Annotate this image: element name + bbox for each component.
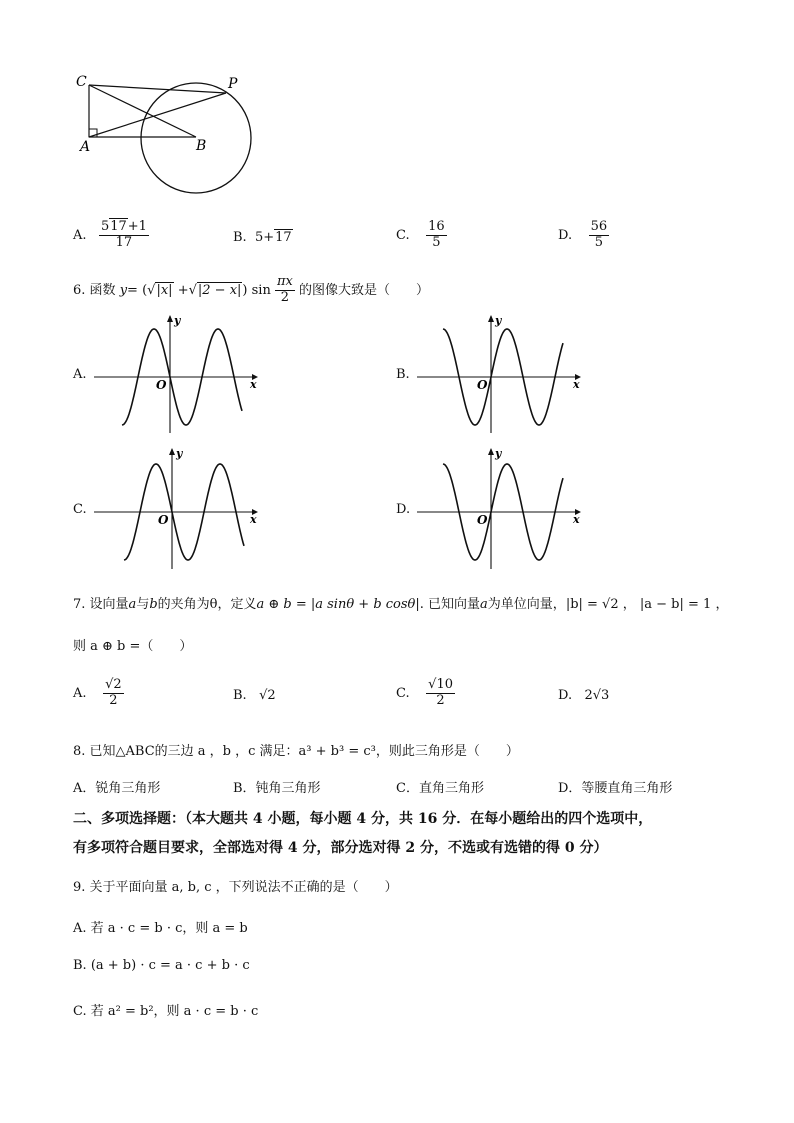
- q7-option-a[interactable]: A. $\frac{√2}{2}$: [73, 677, 122, 708]
- y-axis-arrow: [167, 315, 173, 322]
- q9-stem: 9. 关于平面向量 a, b, c ，下列说法不正确的是（ ）: [73, 880, 398, 895]
- q5-option-c[interactable]: C. $\frac{16}{5}$: [396, 219, 445, 250]
- q6-graph-a[interactable]: [90, 312, 260, 437]
- q7-option-d[interactable]: D. 2√3: [558, 688, 610, 703]
- label-a: A: [80, 139, 91, 155]
- q6-option-d-label[interactable]: D.: [396, 502, 411, 517]
- label-c: C: [76, 74, 87, 90]
- y-axis-label: y: [495, 447, 502, 460]
- origin-label: O: [156, 378, 167, 392]
- x-axis-label: x: [573, 513, 580, 526]
- segment-cp: [89, 85, 226, 93]
- segment-cb: [89, 85, 196, 137]
- q5-geometry-figure: [70, 68, 270, 198]
- q6-graph-d[interactable]: [413, 445, 583, 573]
- q6-option-a-label[interactable]: A.: [73, 367, 87, 382]
- q7-stem-line1: 7. 设向量a与b的夹角为θ，定义a ⊕ b = |a sinθ + b cosθ|. 已知向量a为单位向量，|b| = √2 ， |a − b| = 1 ，: [73, 597, 729, 612]
- origin-label: O: [477, 378, 488, 392]
- q5-option-a[interactable]: A. $\frac{517+1}{17}$: [73, 219, 147, 250]
- q7-option-b[interactable]: B. √2: [233, 688, 276, 703]
- q8-option-a[interactable]: A．锐角三角形: [73, 781, 161, 796]
- origin-label: O: [477, 513, 488, 527]
- q6-graph-b[interactable]: [413, 312, 583, 437]
- fraction: $\frac{517+1}{17}$: [100, 219, 147, 250]
- q9-option-c[interactable]: C. 若 a² = b²，则 a · c = b · c: [73, 1004, 259, 1019]
- x-axis-label: x: [250, 378, 257, 391]
- q7-option-c[interactable]: C. $\frac{√10}{2}$: [396, 677, 453, 708]
- y-axis-arrow: [488, 315, 494, 322]
- y-axis-label: y: [495, 314, 502, 327]
- q6-stem: 6. 函数 y= (√|x| +√|2 − x|) sin $\frac{\pi x}{2}$ 的图像大致是（ ）: [73, 274, 430, 305]
- q5-option-d[interactable]: D. $\frac{56}{5}$: [558, 219, 608, 250]
- q6-option-c-label[interactable]: C.: [73, 502, 87, 517]
- y-axis-arrow: [488, 448, 494, 455]
- q7-stem-line2: 则 a ⊕ b =（ ）: [73, 639, 193, 654]
- q8-option-b[interactable]: B．钝角三角形: [233, 781, 321, 796]
- x-axis-label: x: [250, 513, 257, 526]
- q8-option-d[interactable]: D．等腰直角三角形: [558, 781, 673, 796]
- q8-option-c[interactable]: C．直角三角形: [396, 781, 484, 796]
- q6-graph-c[interactable]: [90, 445, 260, 573]
- y-axis-label: y: [176, 447, 183, 460]
- y-axis-arrow: [169, 448, 175, 455]
- x-axis-label: x: [573, 378, 580, 391]
- y-axis-label: y: [174, 314, 181, 327]
- origin-label: O: [158, 513, 169, 527]
- q6-option-b-label[interactable]: B.: [396, 367, 410, 382]
- section2-line2: 有多项符合题目要求，全部选对得 4 分，部分选对得 2 分，不选或有选错的得 0 分）: [73, 840, 608, 856]
- section2-line1: 二、多项选择题：（本大题共 4 小题，每小题 4 分，共 16 分．在每小题给出的四个选项中，: [73, 811, 653, 827]
- label-b: B: [196, 138, 207, 154]
- q5-option-b[interactable]: B. 5+17: [233, 230, 292, 245]
- q9-option-a[interactable]: A. 若 a · c = b · c，则 a = b: [73, 921, 248, 936]
- label-p: P: [228, 76, 238, 92]
- q8-stem: 8. 已知△ABC的三边 a ，b ，c 满足：a³ + b³ = c³，则此三角形是（ ）: [73, 744, 519, 759]
- q9-option-b[interactable]: B. (a + b) · c = a · c + b · c: [73, 958, 250, 973]
